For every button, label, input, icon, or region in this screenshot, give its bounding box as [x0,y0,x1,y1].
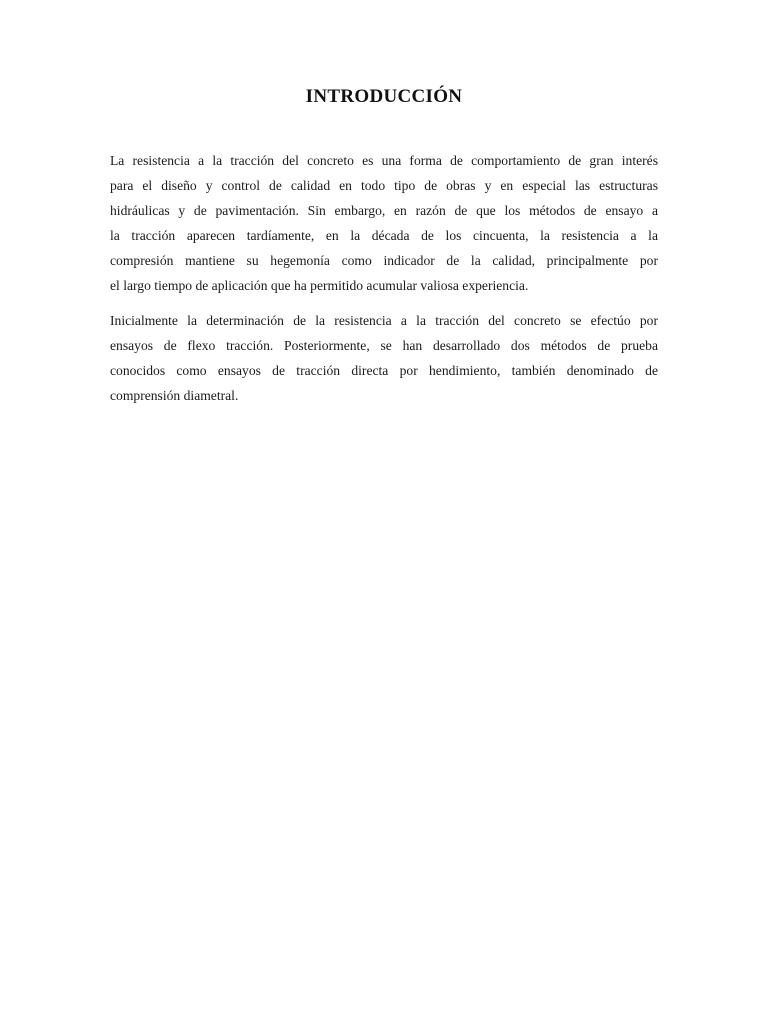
paragraph-2 [110,308,658,408]
paragraph-line: La resistencia a la tracción del concreto es una forma de comportamiento de gran interés [110,153,658,168]
paragraph-line: conocidos como ensayos de tracción directa por hendimiento, también denominado de [110,363,658,378]
paragraph-line: la tracción aparecen tardíamente, en la década de los cincuenta, la resistencia a la [110,228,658,243]
paragraph-line: hidráulicas y de pavimentación. Sin embargo, en razón de que los métodos de ensayo a [110,203,658,218]
paragraph-line: el largo tiempo de aplicación que ha permitido acumular valiosa experiencia. [110,278,529,293]
page-title: INTRODUCCIÓN [305,86,463,107]
paragraph-line: compresión mantiene su hegemonía como indicador de la calidad, principalmente por [110,253,658,268]
paragraph-line: ensayos de flexo tracción. Posteriormente, se han desarrollado dos métodos de prueba [110,338,658,353]
paragraph-1 [110,148,658,298]
paragraph-line: para el diseño y control de calidad en todo tipo de obras y en especial las estructuras [110,178,658,193]
paragraph-line: Inicialmente la determinación de la resistencia a la tracción del concreto se efectúo por [110,313,658,328]
paragraph-line: comprensión diametral. [110,388,239,403]
